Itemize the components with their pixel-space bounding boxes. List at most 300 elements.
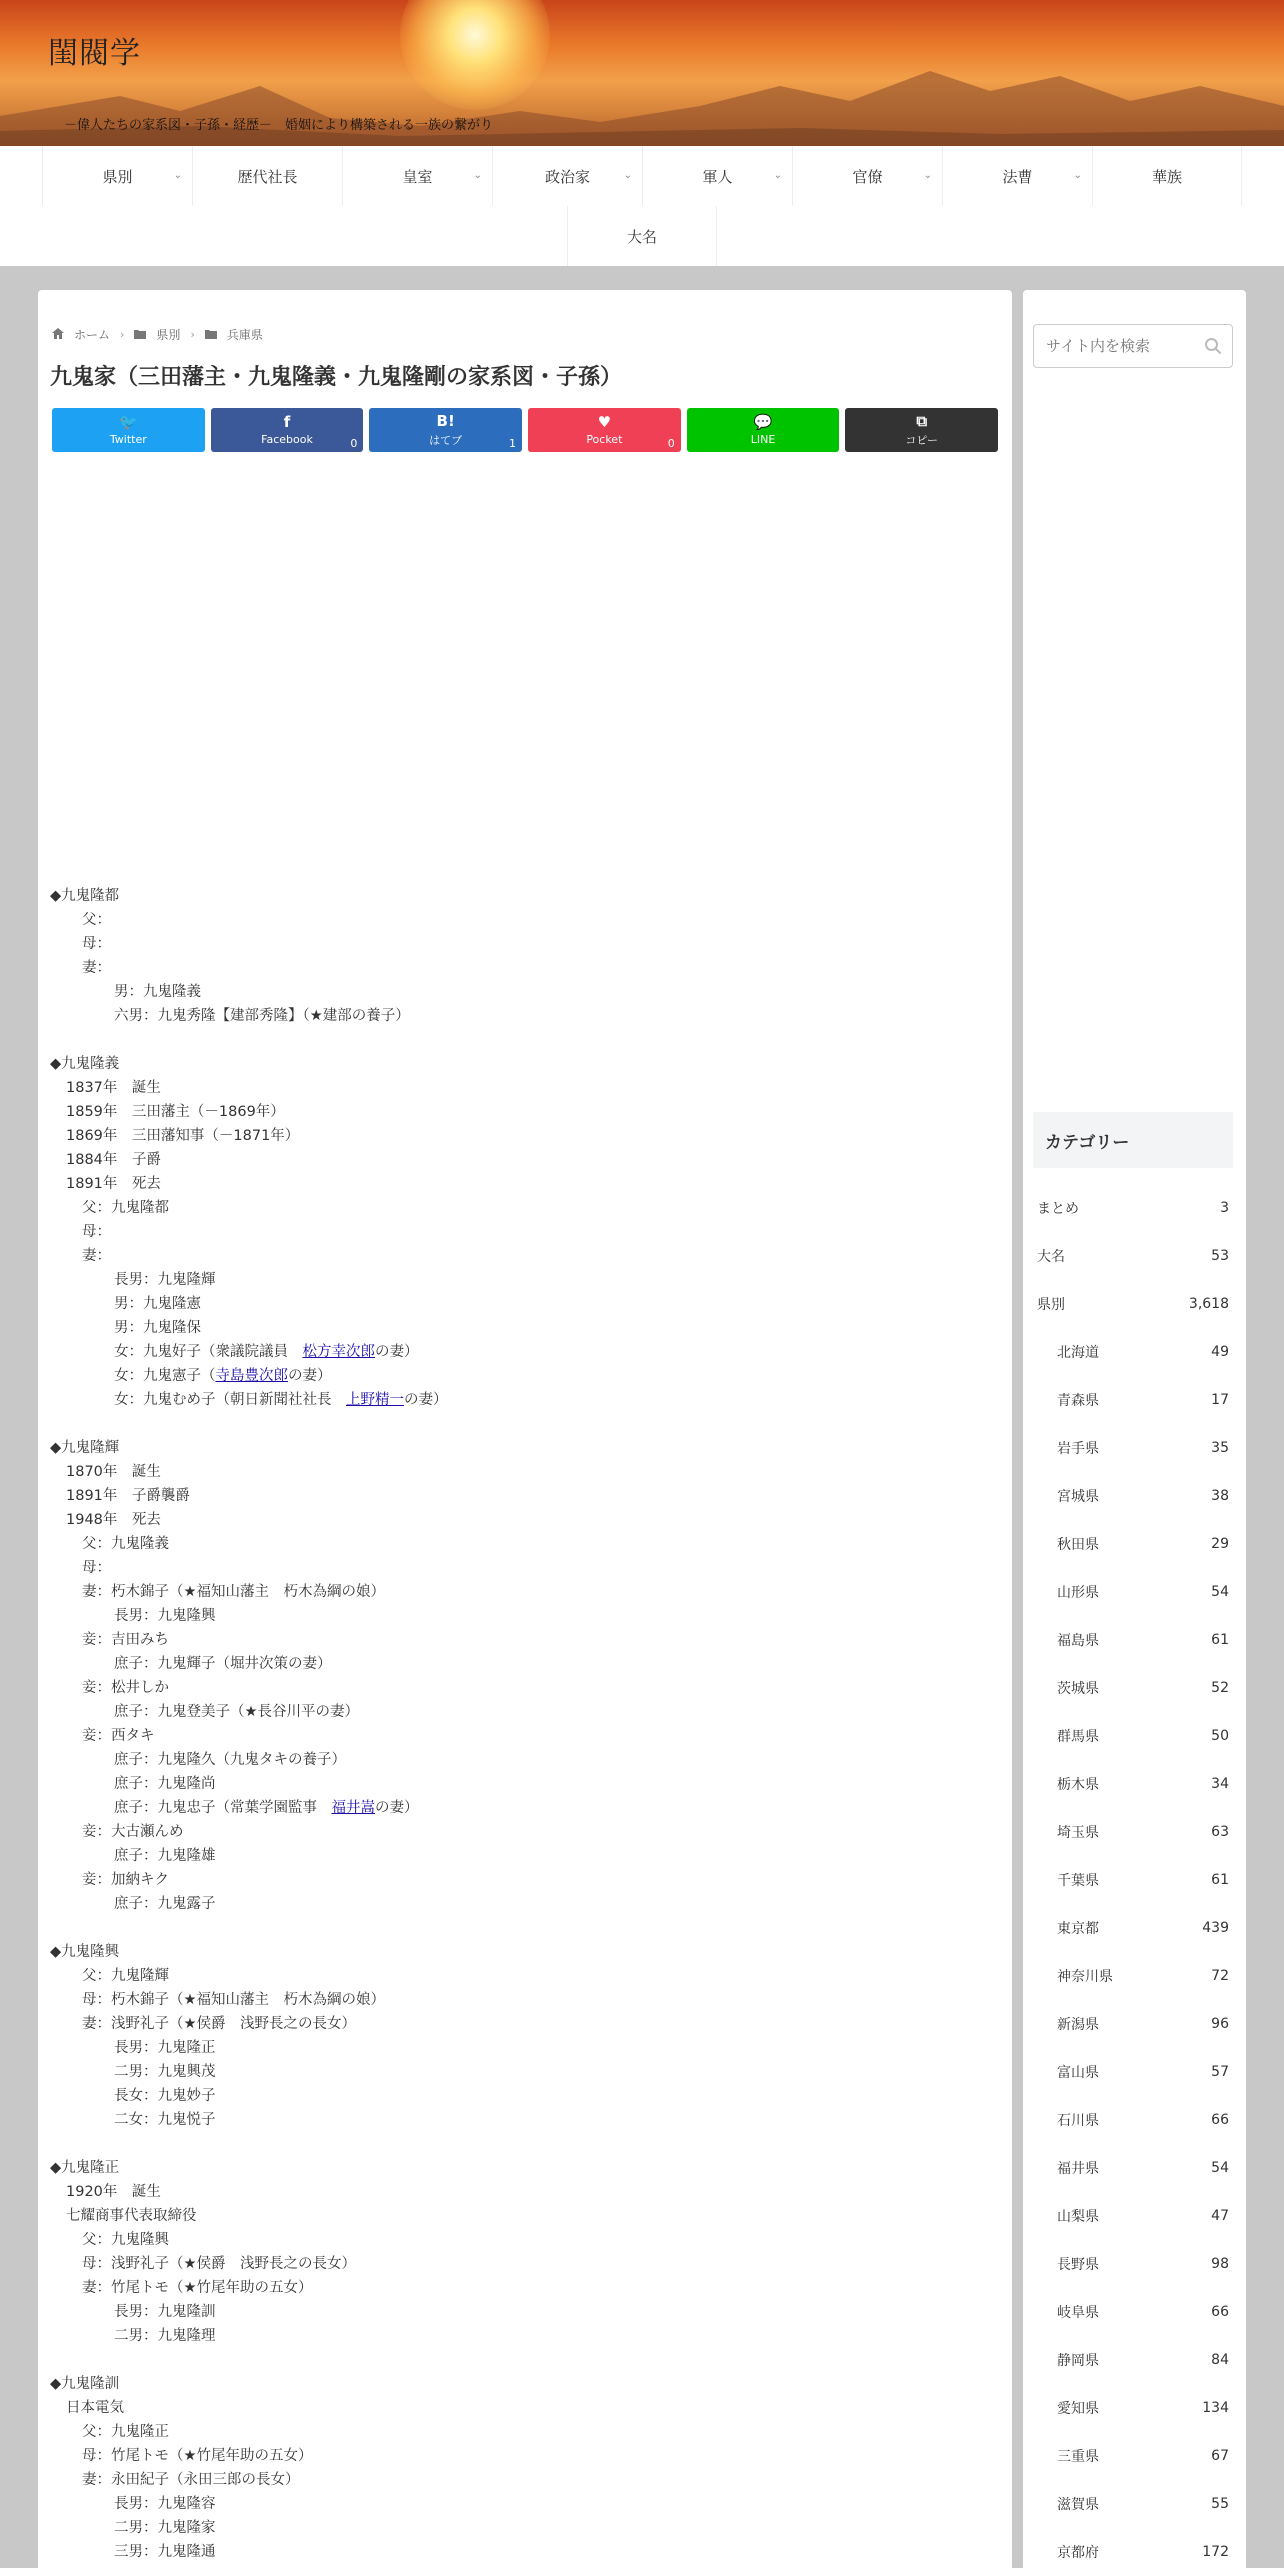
- content-text: の妻）: [288, 1368, 332, 1384]
- content-text: 庶子：九鬼隆尚: [114, 1776, 216, 1792]
- category-count: 17: [1211, 1392, 1229, 1408]
- category-item[interactable]: [1033, 1328, 1233, 1376]
- category-count: 47: [1211, 2208, 1229, 2224]
- content-line: [50, 1076, 990, 1100]
- category-label: 神奈川県: [1057, 1969, 1113, 1985]
- content-text: 1891年 子爵襲爵: [66, 1488, 190, 1504]
- content-text: 長男：九鬼隆容: [114, 2496, 216, 2512]
- content-line: [50, 1220, 990, 1244]
- category-count: 98: [1211, 2256, 1229, 2272]
- content-line: [50, 1700, 990, 1724]
- content-text: の妻）: [404, 1392, 448, 1408]
- content-line: [50, 2228, 990, 2252]
- category-list: [1033, 1184, 1233, 2568]
- category-item[interactable]: [1033, 2144, 1233, 2192]
- content-text: 妻：浅野礼子（★侯爵 浅野長之の長女）: [82, 2016, 356, 2032]
- person-link[interactable]: 寺島豊次郎: [215, 1368, 288, 1384]
- content-line: [50, 1268, 990, 1292]
- category-label: 福井県: [1057, 2161, 1099, 2177]
- global-nav: [0, 146, 1284, 266]
- content-text: 三男：九鬼隆通: [114, 2544, 216, 2560]
- content-text: ◆九鬼隆都: [50, 888, 120, 904]
- content-text: 母：朽木錦子（★福知山藩主 朽木為綱の娘）: [82, 1992, 385, 2008]
- content-text: 二男：九鬼隆理: [114, 2328, 216, 2344]
- content-text: 妻：永田紀子（永田三郎の長女）: [82, 2472, 300, 2488]
- category-item[interactable]: [1033, 1232, 1233, 1280]
- category-item[interactable]: [1033, 1472, 1233, 1520]
- content-line: [50, 2060, 990, 2084]
- category-count: 63: [1211, 1824, 1229, 1840]
- content-text: 妻：: [82, 960, 111, 976]
- content-text: 男：九鬼隆義: [114, 984, 201, 1000]
- content-line: [50, 1556, 990, 1580]
- category-item[interactable]: [1033, 2384, 1233, 2432]
- content-line: [50, 932, 990, 956]
- breadcrumb-category[interactable]: 県別: [156, 328, 181, 342]
- share-buttons: [52, 408, 998, 452]
- category-count: 66: [1211, 2304, 1229, 2320]
- copy-icon: ⧉: [916, 411, 928, 430]
- content-line: [50, 1436, 990, 1460]
- content-line: [50, 2420, 990, 2444]
- category-count: 3,618: [1188, 1296, 1229, 1312]
- chevron-down-icon: ⌄: [473, 170, 482, 181]
- category-item[interactable]: [1033, 2336, 1233, 2384]
- category-item[interactable]: [1033, 1904, 1233, 1952]
- category-count: 67: [1211, 2448, 1229, 2464]
- content-text: 妾：松井しか: [82, 1680, 169, 1696]
- content-text: 妻：: [82, 1248, 111, 1264]
- nav-item-label: 官僚: [852, 167, 883, 186]
- content-text: 父：九鬼隆興: [82, 2232, 169, 2248]
- content-text: 父：九鬼隆輝: [82, 1968, 169, 1984]
- content-line: [50, 1988, 990, 2012]
- content-text: 父：: [82, 912, 111, 928]
- content-line: [50, 2012, 990, 2036]
- category-count: 50: [1211, 1728, 1229, 1744]
- category-label: 大名: [1037, 1249, 1065, 1265]
- nav-item[interactable]: [567, 206, 717, 266]
- content-line: [50, 1508, 990, 1532]
- content-line: [50, 2372, 990, 2396]
- breadcrumb-home[interactable]: ホーム: [74, 328, 111, 342]
- content-text: 女：九鬼憲子（: [114, 1368, 216, 1384]
- category-count: 96: [1211, 2016, 1229, 2032]
- chevron-down-icon: ⌄: [173, 170, 182, 181]
- sidebar: [1023, 290, 1246, 2568]
- category-label: 青森県: [1057, 1393, 1099, 1409]
- category-label: 北海道: [1057, 1345, 1099, 1361]
- category-item[interactable]: [1033, 2432, 1233, 2480]
- content-line: [50, 1388, 990, 1412]
- content-text: ◆九鬼隆輝: [50, 1440, 120, 1456]
- category-label: 岐阜県: [1057, 2305, 1099, 2321]
- category-label: 岩手県: [1057, 1441, 1099, 1457]
- content-text: ◆九鬼隆正: [50, 2160, 120, 2176]
- category-label: 長野県: [1057, 2257, 1099, 2273]
- category-item[interactable]: [1033, 2480, 1233, 2528]
- content-line: [50, 2276, 990, 2300]
- category-item[interactable]: [1033, 1712, 1233, 1760]
- category-count: 54: [1211, 1584, 1229, 1600]
- category-count: 52: [1211, 1680, 1229, 1696]
- content-line: [50, 1004, 990, 1028]
- content-line: [50, 1364, 990, 1388]
- category-heading: カテゴリー: [1033, 1112, 1233, 1168]
- category-label: 三重県: [1057, 2449, 1099, 2465]
- category-item[interactable]: [1033, 2288, 1233, 2336]
- share-label: LINE: [750, 433, 776, 446]
- content-line: [50, 1628, 990, 1652]
- content-text: 1869年 三田藩知事（－1871年）: [66, 1128, 300, 1144]
- content-text: 男：九鬼隆憲: [114, 1296, 201, 1312]
- category-label: 埼玉県: [1057, 1825, 1099, 1841]
- content-line: [50, 2300, 990, 2324]
- category-item[interactable]: [1033, 1616, 1233, 1664]
- facebook-icon: f: [283, 413, 291, 431]
- search-box: [1033, 324, 1233, 368]
- category-label: 千葉県: [1057, 1873, 1099, 1889]
- category-item[interactable]: [1033, 1520, 1233, 1568]
- person-link[interactable]: 松方幸次郎: [302, 1344, 375, 1360]
- category-count: 61: [1211, 1872, 1229, 1888]
- content-line: [50, 956, 990, 980]
- content-text: 母：浅野礼子（★侯爵 浅野長之の長女）: [82, 2256, 356, 2272]
- content-text: 女：九鬼好子（衆議院議員: [114, 1344, 303, 1360]
- content-text: 長男：九鬼隆訓: [114, 2304, 216, 2320]
- content-line: [50, 1724, 990, 1748]
- content-line: [50, 1316, 990, 1340]
- content-text: 1859年 三田藩主（－1869年）: [66, 1104, 285, 1120]
- content-text: 庶子：九鬼隆雄: [114, 1848, 216, 1864]
- content-text: 男：九鬼隆保: [114, 1320, 201, 1336]
- nav-item[interactable]: [1092, 146, 1242, 206]
- content-text: 妻：朽木錦子（★福知山藩主 朽木為綱の娘）: [82, 1584, 385, 1600]
- content-line: [50, 2540, 990, 2564]
- person-link[interactable]: 福井嵩: [331, 1800, 375, 1816]
- category-item[interactable]: [1033, 1184, 1233, 1232]
- content-text: 1870年 誕生: [66, 1464, 161, 1480]
- twitter-icon: 🐦: [118, 413, 138, 431]
- content-text: 父：九鬼隆義: [82, 1536, 169, 1552]
- chevron-down-icon: ⌄: [1073, 170, 1082, 181]
- content-line: [50, 1964, 990, 1988]
- content-text: 妾：吉田みち: [82, 1632, 169, 1648]
- content-line: [50, 1892, 990, 1916]
- content-text: 父：九鬼隆正: [82, 2424, 169, 2440]
- category-label: 京都府: [1057, 2545, 1099, 2561]
- hatena-icon: B!: [436, 411, 455, 430]
- category-count: 439: [1202, 1920, 1229, 1936]
- category-label: 群馬県: [1057, 1729, 1099, 1745]
- nav-item-label: 華族: [1151, 167, 1182, 186]
- content-line: [50, 1172, 990, 1196]
- content-line: [50, 1844, 990, 1868]
- category-count: 34: [1211, 1776, 1229, 1792]
- content-line: [50, 908, 990, 932]
- content-text: の妻）: [375, 1800, 419, 1816]
- category-label: まとめ: [1037, 1201, 1079, 1217]
- category-count: 72: [1211, 1968, 1229, 1984]
- content-line: [50, 2180, 990, 2204]
- content-text: 1891年 死去: [66, 1176, 161, 1192]
- nav-item-label: 軍人: [702, 167, 733, 186]
- category-item[interactable]: [1033, 2000, 1233, 2048]
- category-item[interactable]: [1033, 2192, 1233, 2240]
- content-line: [50, 1028, 990, 1052]
- content-line: [50, 884, 990, 908]
- category-count: 38: [1211, 1488, 1229, 1504]
- category-count: 172: [1202, 2544, 1229, 2560]
- content-text: 母：: [82, 1224, 111, 1240]
- content-line: [50, 2036, 990, 2060]
- content-line: [50, 2444, 990, 2468]
- share-count: 1: [509, 437, 517, 450]
- share-label: Pocket: [586, 433, 623, 446]
- content-text: 1920年 誕生: [66, 2184, 161, 2200]
- home-icon: [52, 328, 64, 342]
- content-line: [50, 2252, 990, 2276]
- site-title[interactable]: 閨閥学: [48, 36, 141, 71]
- nav-item-label: 歴代社長: [237, 167, 298, 186]
- category-label: 滋賀県: [1057, 2497, 1099, 2513]
- content-line: [50, 1148, 990, 1172]
- category-label: 静岡県: [1057, 2353, 1099, 2369]
- content-line: [50, 1652, 990, 1676]
- content-line: [50, 2156, 990, 2180]
- content-text: ◆九鬼隆義: [50, 1056, 120, 1072]
- content-line: [50, 1292, 990, 1316]
- content-text: 母：: [82, 1560, 111, 1576]
- category-item[interactable]: [1033, 1856, 1233, 1904]
- category-item[interactable]: [1033, 2240, 1233, 2288]
- nav-item[interactable]: [42, 146, 192, 206]
- content-line: [50, 2324, 990, 2348]
- category-count: 53: [1211, 1248, 1229, 1264]
- content-text: 七耀商事代表取締役: [66, 2208, 197, 2224]
- nav-item[interactable]: [792, 146, 942, 206]
- category-item[interactable]: [1033, 2096, 1233, 2144]
- category-item[interactable]: [1033, 1424, 1233, 1472]
- category-label: 山形県: [1057, 1585, 1099, 1601]
- content-text: 妻：竹尾トモ（★竹尾年助の五女）: [82, 2280, 313, 2296]
- content-line: [50, 980, 990, 1004]
- category-item[interactable]: [1033, 1952, 1233, 2000]
- category-item[interactable]: [1033, 2528, 1233, 2568]
- category-count: 54: [1211, 2160, 1229, 2176]
- content-line: [50, 2492, 990, 2516]
- content-line: [50, 1580, 990, 1604]
- share-count: 0: [667, 437, 675, 450]
- category-count: 66: [1211, 2112, 1229, 2128]
- content-text: ◆九鬼隆訓: [50, 2376, 120, 2392]
- category-item[interactable]: [1033, 1568, 1233, 1616]
- nav-item-label: 政治家: [544, 167, 590, 186]
- folder-icon: [205, 328, 217, 342]
- content-line: [50, 1412, 990, 1436]
- nav-row: [42, 146, 1242, 206]
- share-button[interactable]: [687, 408, 840, 452]
- content-text: 母：竹尾トモ（★竹尾年助の五女）: [82, 2448, 313, 2464]
- main-content: [38, 290, 1012, 2568]
- content-text: 長男：九鬼隆輝: [114, 1272, 216, 1288]
- content-text: 庶子：九鬼輝子（堀井次策の妻）: [114, 1656, 332, 1672]
- share-count: 0: [350, 437, 358, 450]
- content-text: 1884年 子爵: [66, 1152, 161, 1168]
- nav-item[interactable]: [942, 146, 1092, 206]
- content-line: [50, 2204, 990, 2228]
- post-title: 九鬼家（三田藩主・九鬼隆義・九鬼隆剛の家系図・子孫）: [50, 365, 623, 390]
- nav-item[interactable]: [642, 146, 792, 206]
- content-text: 父：九鬼隆都: [82, 1200, 169, 1216]
- content-text: 日本電気: [66, 2400, 124, 2416]
- site-header: [0, 0, 1284, 146]
- content-text: 長男：九鬼隆興: [114, 1608, 216, 1624]
- content-text: 二男：九鬼隆家: [114, 2520, 216, 2536]
- category-count: 29: [1211, 1536, 1229, 1552]
- content-text: 庶子：九鬼登美子（★長谷川平の妻）: [114, 1704, 359, 1720]
- pocket-icon: ♥: [597, 413, 612, 431]
- content-text: 妾：大古瀬んめ: [82, 1824, 184, 1840]
- category-item[interactable]: [1033, 1760, 1233, 1808]
- category-count: 35: [1211, 1440, 1229, 1456]
- nav-item[interactable]: [492, 146, 642, 206]
- chevron-right-icon: ›: [120, 328, 125, 341]
- category-label: 新潟県: [1057, 2017, 1099, 2033]
- content-text: 1948年 死去: [66, 1512, 161, 1528]
- content-line: [50, 1748, 990, 1772]
- category-item[interactable]: [1033, 2048, 1233, 2096]
- nav-item-label: 県別: [102, 167, 133, 186]
- content-text: 母：: [82, 936, 111, 952]
- content-line: [50, 1460, 990, 1484]
- content-text: 1837年 誕生: [66, 1080, 161, 1096]
- content-line: [50, 1868, 990, 1892]
- content-text: 庶子：九鬼忠子（常葉学園監事: [114, 1800, 332, 1816]
- content-line: [50, 1772, 990, 1796]
- category-label: 東京都: [1057, 1921, 1099, 1937]
- content-line: [50, 1532, 990, 1556]
- category-label: 愛知県: [1057, 2401, 1099, 2417]
- content-line: [50, 1244, 990, 1268]
- content-text: 長女：九鬼妙子: [114, 2088, 216, 2104]
- content-text: の妻）: [375, 1344, 419, 1360]
- content-line: [50, 2348, 990, 2372]
- content-text: 六男：九鬼秀隆【建部秀隆】（★建部の養子）: [114, 1008, 410, 1024]
- category-label: 富山県: [1057, 2065, 1099, 2081]
- share-button[interactable]: [52, 408, 205, 452]
- content-line: [50, 1676, 990, 1700]
- content-line: [50, 2132, 990, 2156]
- chevron-down-icon: ⌄: [623, 170, 632, 181]
- share-label: コピー: [905, 433, 938, 447]
- content-text: 庶子：九鬼露子: [114, 1896, 216, 1912]
- content-text: 庶子：九鬼隆久（九鬼タキの養子）: [114, 1752, 346, 1768]
- content-text: ◆九鬼隆興: [50, 1944, 120, 1960]
- breadcrumb-subcategory[interactable]: 兵庫県: [226, 328, 263, 342]
- content-line: [50, 1796, 990, 1820]
- content-text: 二女：九鬼悦子: [114, 2112, 216, 2128]
- share-button[interactable]: [211, 408, 364, 452]
- site-tagline: －偉人たちの家系図・子孫・経歴－ 婚姻により構築される一族の繋がり: [64, 118, 494, 133]
- folder-icon: [134, 328, 146, 342]
- nav-item[interactable]: [192, 146, 342, 206]
- share-button[interactable]: [369, 408, 522, 452]
- category-label: 栃木県: [1057, 1777, 1099, 1793]
- category-count: 134: [1202, 2400, 1229, 2416]
- line-icon: 💬: [753, 413, 773, 431]
- category-count: 61: [1211, 1632, 1229, 1648]
- content-line: [50, 1340, 990, 1364]
- content-line: [50, 1940, 990, 1964]
- share-label: Facebook: [261, 433, 313, 446]
- category-item[interactable]: [1033, 1808, 1233, 1856]
- content-text: 女：九鬼むめ子（朝日新聞社社長: [114, 1392, 346, 1408]
- category-count: 84: [1211, 2352, 1229, 2368]
- nav-item[interactable]: [342, 146, 492, 206]
- nav-item-label: 法曹: [1002, 167, 1033, 186]
- content-text: 二男：九鬼興茂: [114, 2064, 216, 2080]
- content-line: [50, 1484, 990, 1508]
- person-link[interactable]: 上野精一: [346, 1392, 404, 1408]
- content-line: [50, 2396, 990, 2420]
- search-icon[interactable]: [1204, 337, 1222, 359]
- share-label: はてブ: [429, 433, 463, 447]
- category-label: 宮城県: [1057, 1489, 1099, 1505]
- share-label: Twitter: [109, 433, 147, 446]
- content-text: 長男：九鬼隆正: [114, 2040, 216, 2056]
- share-button[interactable]: [845, 408, 998, 452]
- category-count: 3: [1220, 1200, 1229, 1216]
- content-line: [50, 1100, 990, 1124]
- content-line: [50, 2516, 990, 2540]
- content-line: [50, 1916, 990, 1940]
- chevron-right-icon: ›: [190, 328, 195, 341]
- content-line: [50, 1820, 990, 1844]
- chevron-down-icon: ⌄: [773, 170, 782, 181]
- content-line: [50, 2468, 990, 2492]
- content-line: [50, 2084, 990, 2108]
- category-label: 秋田県: [1057, 1537, 1099, 1553]
- article-body: [50, 884, 990, 2564]
- category-item[interactable]: [1033, 1280, 1233, 1328]
- content-line: [50, 1196, 990, 1220]
- content-line: [50, 1604, 990, 1628]
- category-label: 茨城県: [1057, 1681, 1099, 1697]
- nav-row: [567, 206, 717, 266]
- category-label: 福島県: [1057, 1633, 1099, 1649]
- category-count: 49: [1211, 1344, 1229, 1360]
- content-line: [50, 1052, 990, 1076]
- nav-item-label: 大名: [626, 227, 657, 246]
- share-button[interactable]: [528, 408, 681, 452]
- category-label: 山梨県: [1057, 2209, 1099, 2225]
- chevron-down-icon: ⌄: [923, 170, 932, 181]
- content-line: [50, 1124, 990, 1148]
- category-count: 57: [1211, 2064, 1229, 2080]
- category-item[interactable]: [1033, 1664, 1233, 1712]
- nav-item-label: 皇室: [402, 167, 433, 186]
- breadcrumb: [52, 326, 263, 343]
- content-text: 妾：西タキ: [82, 1728, 155, 1744]
- content-text: 妾：加納キク: [82, 1872, 169, 1888]
- category-count: 55: [1211, 2496, 1229, 2512]
- content-line: [50, 2108, 990, 2132]
- category-label: 石川県: [1057, 2113, 1099, 2129]
- search-input[interactable]: [1046, 325, 1206, 367]
- category-label: 県別: [1037, 1297, 1065, 1313]
- category-item[interactable]: [1033, 1376, 1233, 1424]
